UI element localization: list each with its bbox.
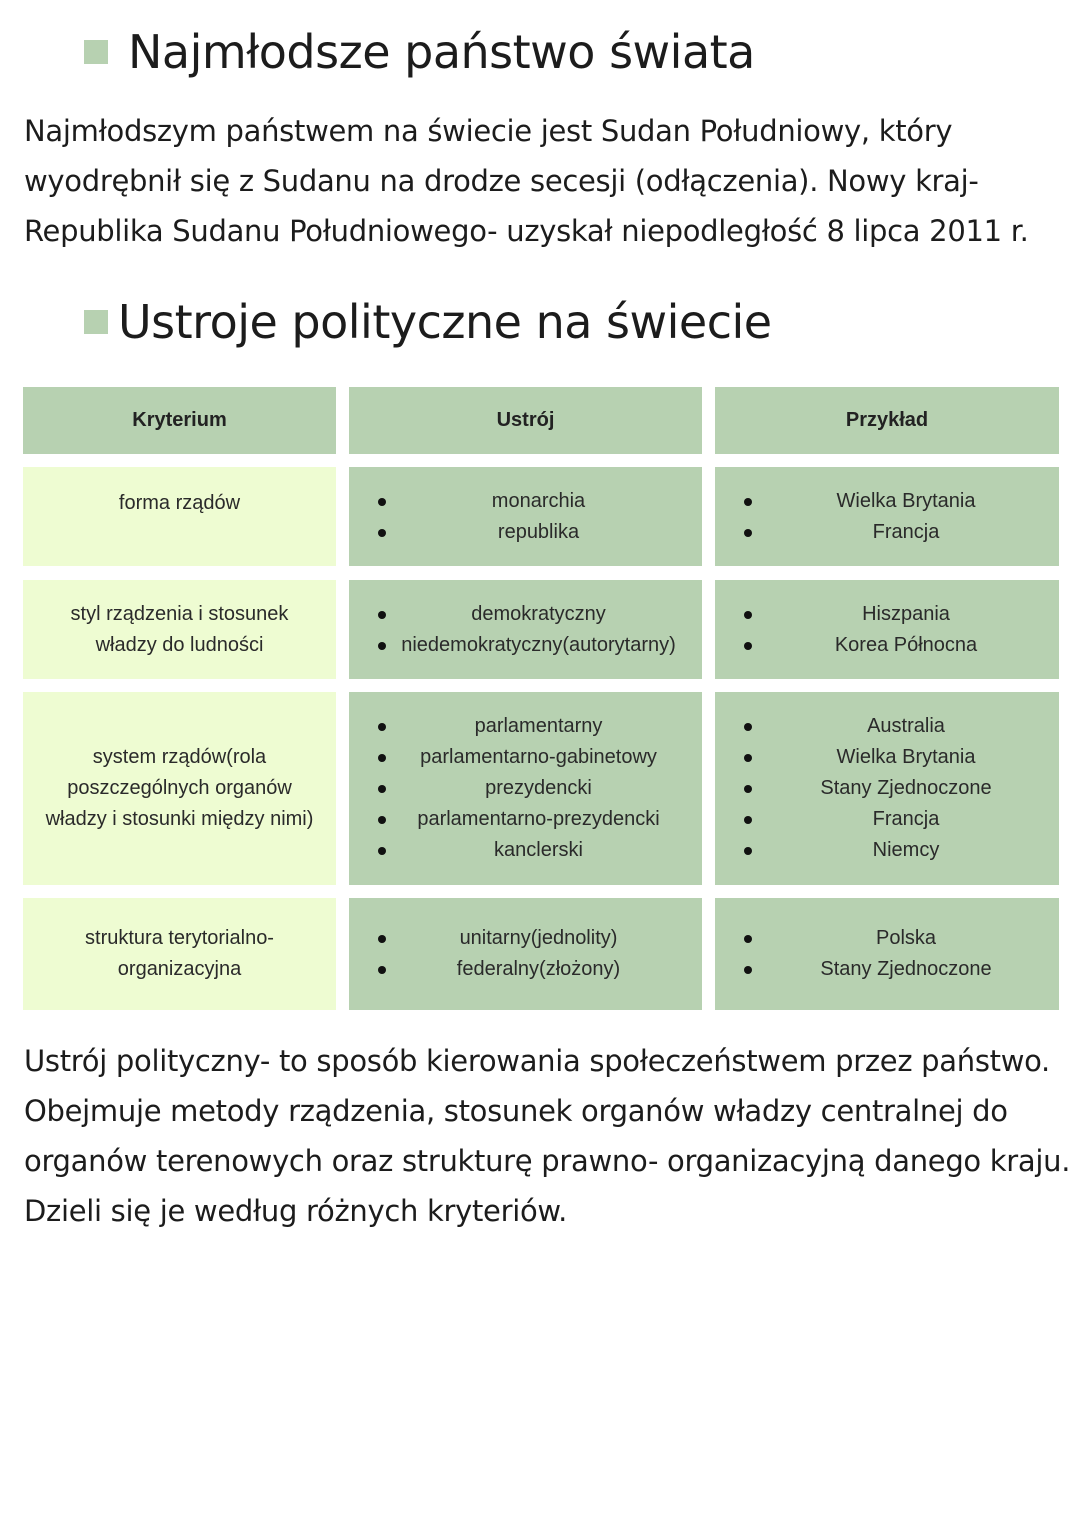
paragraph-line: Najmłodszym państwem na świecie jest Sudan Południowy, który [24,114,953,148]
list-item: federalny(złożony) [349,954,702,985]
paragraph-line: organów terenowych oraz strukturę prawno- organizacyjną danego kraju. [24,1144,1071,1178]
list-item: parlamentarny [349,711,702,742]
criterion-line: forma rządów [118,492,241,514]
criterion-line: styl rządzenia i stosunek [70,602,289,625]
criterion-line: struktura terytorialno- [85,927,274,949]
paragraph-line: Republika Sudanu Południowego- uzyskał niepodległość 8 lipca 2011 r. [24,214,1029,248]
list-item: parlamentarno-prezydencki [349,804,702,835]
table-header-system: Ustrój [349,387,702,454]
table-cell-criterion [23,580,336,679]
list-item: unitarny(jednolity) [349,923,702,954]
intro-paragraph [24,106,1074,256]
criterion-line: władzy do ludności [95,633,264,656]
criterion-line: organizacyjna [117,958,242,980]
section-heading-political-systems [84,292,772,352]
list-item: niedemokratyczny(autorytarny) [349,630,702,661]
examples-list [715,923,1059,985]
systems-list [349,923,702,985]
table-cell-systems [349,692,702,885]
systems-list [349,711,702,866]
table-header-criterion: Kryterium [23,387,336,454]
table-cell-criterion [23,898,336,1010]
examples-list [715,599,1059,661]
list-item: Polska [715,923,1059,954]
section-title: Ustroje polityczne na świecie [118,295,772,349]
list-item: prezydencki [349,773,702,804]
list-item: kanclerski [349,835,702,866]
paragraph-line: wyodrębnił się z Sudanu na drodze secesji (odłączenia). Nowy kraj- [24,164,979,198]
list-item: monarchia [349,486,702,517]
table-cell-criterion [23,467,336,566]
table-cell-examples [715,898,1059,1010]
list-item: Stany Zjednoczone [715,954,1059,985]
systems-list [349,599,702,661]
list-item: Hiszpania [715,599,1059,630]
list-item: Francja [715,804,1059,835]
list-item: Wielka Brytania [715,742,1059,773]
table-cell-systems [349,467,702,566]
list-item: Wielka Brytania [715,486,1059,517]
criterion-line: poszczególnych organów [67,777,292,799]
summary-paragraph [24,1036,1074,1236]
table-cell-examples [715,467,1059,566]
criterion-line: władzy i stosunki między nimi) [45,808,314,830]
examples-list [715,486,1059,548]
heading-square-icon [84,310,108,334]
table-cell-examples [715,580,1059,679]
paragraph-line: Obejmuje metody rządzenia, stosunek organów władzy centralnej do [24,1094,1008,1128]
section-title: Najmłodsze państwo świata [128,25,755,79]
systems-list [349,486,702,548]
list-item: Australia [715,711,1059,742]
list-item: Korea Północna [715,630,1059,661]
list-item: Niemcy [715,835,1059,866]
table-cell-systems [349,580,702,679]
paragraph-line: Ustrój polityczny- to sposób kierowania społeczeństwem przez państwo. [24,1044,1050,1078]
criterion-line: system rządów(rola [92,746,267,768]
paragraph-line: Dzieli się je według różnych kryteriów. [24,1194,568,1228]
heading-square-icon [84,40,108,64]
table-header-example: Przykład [715,387,1059,454]
table-cell-systems [349,898,702,1010]
list-item: republika [349,517,702,548]
table-cell-examples [715,692,1059,885]
list-item: demokratyczny [349,599,702,630]
examples-list [715,711,1059,866]
list-item: parlamentarno-gabinetowy [349,742,702,773]
table-cell-criterion [23,692,336,885]
list-item: Stany Zjednoczone [715,773,1059,804]
list-item: Francja [715,517,1059,548]
section-heading-youngest-state [84,22,755,82]
